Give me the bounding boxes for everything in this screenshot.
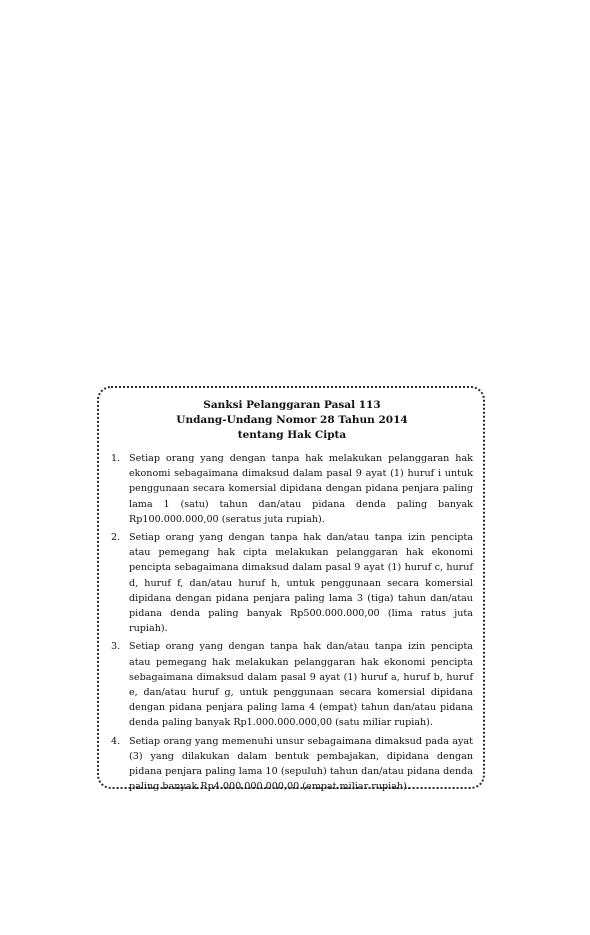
header-title: Sanksi Pelanggaran Pasal 113: [203, 399, 381, 411]
sanction-header: [111, 398, 473, 443]
clause-text: Setiap orang yang dengan tanpa hak melakukan pelanggaran hak ekonomi sebagaimana dimaksud dalam pasal 9 ayat (1) huruf i untuk penggunaan secara komersial dipidana dengan pidana penjara paling lama 1 (satu) tahun dan/atau pidana denda paling banyak Rp100.000.000,00 (seratus juta rupiah).: [129, 453, 473, 525]
clause-number: 2.: [111, 532, 121, 544]
clause-number: 4.: [111, 735, 121, 747]
clause-number: 1.: [111, 453, 121, 464]
clause-text: Setiap orang yang dengan tanpa hak dan/atau tanpa izin pencipta atau pemegang hak melakukan pelanggaran hak ekonomi pencipta sebagaimana dimaksud dalam pasal 9 ayat (1) huruf a, huruf b, huruf e, dan/atau huruf g, untuk penggunaan secara komersial dipidana dengan pidana penjara paling lama 4 (empat) tahun dan/atau pidana denda paling banyak Rp1.000.000.000,00 (satu miliar rupiah).: [129, 641, 473, 729]
clause-number: 3.: [111, 641, 121, 653]
header-law: Undang-Undang Nomor 28 Tahun 2014: [176, 414, 408, 426]
clause-item: [111, 451, 473, 527]
clause-text: Setiap orang yang memenuhi unsur sebagaimana dimaksud pada ayat (3) yang dilakukan dalam bentuk pembajakan, dipidana dengan pidana penjara paling lama 10 (sepuluh) tahun dan/atau pidana denda paling banyak Rp4.000.000.000,00 (empat miliar rupiah).: [129, 735, 473, 793]
header-subject: tentang Hak Cipta: [237, 429, 347, 441]
sanction-box: [97, 386, 485, 793]
clause-item: [111, 639, 473, 730]
clause-text: Setiap orang yang dengan tanpa hak dan/atau tanpa izin pencipta atau pemegang hak cipta melakukan pelanggaran hak ekonomi pencipta sebagaimana dimaksud dalam pasal 9 ayat (1) huruf c, huruf d, huruf f, dan/atau huruf h, untuk penggunaan secara komersial dipidana dengan pidana penjara paling lama 3 (tiga) tahun dan/atau pidana denda paling banyak Rp500.000.000,00 (lima ratus juta rupiah).: [129, 532, 473, 635]
clause-list: [111, 451, 473, 794]
clause-item: [111, 530, 473, 636]
clause-item: [111, 734, 473, 795]
